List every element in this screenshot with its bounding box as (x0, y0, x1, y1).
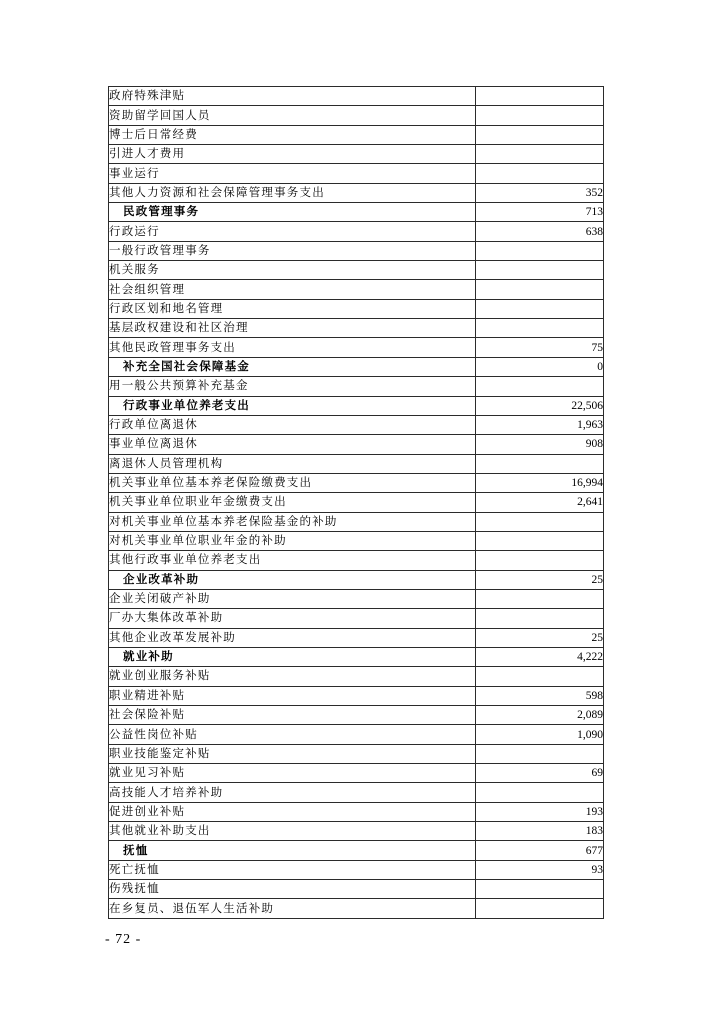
row-value (476, 512, 604, 531)
table-row (109, 435, 604, 454)
table-row (109, 319, 604, 338)
row-value (476, 609, 604, 628)
table-row (109, 357, 604, 376)
row-label: 行政运行 (109, 222, 476, 241)
row-label: 行政区划和地名管理 (109, 299, 476, 318)
row-value: 25 (476, 628, 604, 647)
row-value: 908 (476, 435, 604, 454)
row-value (476, 783, 604, 802)
budget-table (108, 86, 604, 919)
row-label: 基层政权建设和社区治理 (109, 319, 476, 338)
table-row (109, 280, 604, 299)
row-value (476, 454, 604, 473)
table-row (109, 570, 604, 589)
row-value (476, 299, 604, 318)
table-row (109, 764, 604, 783)
row-value: 75 (476, 338, 604, 357)
table-row (109, 667, 604, 686)
row-value: 1,090 (476, 725, 604, 744)
row-label: 对机关事业单位基本养老保险基金的补助 (109, 512, 476, 531)
table-row (109, 628, 604, 647)
row-value: 16,994 (476, 473, 604, 492)
row-value (476, 744, 604, 763)
row-label: 公益性岗位补贴 (109, 725, 476, 744)
row-label: 就业补助 (109, 647, 476, 666)
row-label: 事业单位离退休 (109, 435, 476, 454)
row-label: 补充全国社会保障基金 (109, 357, 476, 376)
table-row (109, 783, 604, 802)
row-label: 民政管理事务 (109, 203, 476, 222)
table-row (109, 299, 604, 318)
row-label: 其他行政事业单位养老支出 (109, 551, 476, 570)
table-row (109, 725, 604, 744)
table-row (109, 860, 604, 879)
row-value: 352 (476, 183, 604, 202)
row-value (476, 87, 604, 106)
table-row (109, 822, 604, 841)
table-row (109, 551, 604, 570)
row-label: 伤残抚恤 (109, 880, 476, 899)
row-label: 离退休人员管理机构 (109, 454, 476, 473)
row-value: 1,963 (476, 415, 604, 434)
row-label: 社会组织管理 (109, 280, 476, 299)
row-value (476, 125, 604, 144)
row-value: 4,222 (476, 647, 604, 666)
table-row (109, 338, 604, 357)
table-row (109, 512, 604, 531)
row-value: 69 (476, 764, 604, 783)
table-row (109, 744, 604, 763)
table-row (109, 454, 604, 473)
table-row (109, 87, 604, 106)
table-row (109, 609, 604, 628)
row-label: 资助留学回国人员 (109, 106, 476, 125)
row-value (476, 880, 604, 899)
row-value: 25 (476, 570, 604, 589)
table-row (109, 145, 604, 164)
table-row (109, 493, 604, 512)
row-label: 社会保险补贴 (109, 706, 476, 725)
table-row (109, 183, 604, 202)
row-value: 638 (476, 222, 604, 241)
table-row (109, 241, 604, 260)
row-label: 其他人力资源和社会保障管理事务支出 (109, 183, 476, 202)
row-label: 机关服务 (109, 261, 476, 280)
row-label: 一般行政管理事务 (109, 241, 476, 260)
row-value: 193 (476, 802, 604, 821)
row-value: 183 (476, 822, 604, 841)
row-label: 抚恤 (109, 841, 476, 860)
table-row (109, 377, 604, 396)
row-label: 事业运行 (109, 164, 476, 183)
row-label: 就业见习补贴 (109, 764, 476, 783)
table-row (109, 106, 604, 125)
row-label: 其他就业补助支出 (109, 822, 476, 841)
row-label: 厂办大集体改革补助 (109, 609, 476, 628)
budget-table-body (109, 87, 604, 919)
table-row (109, 261, 604, 280)
row-value (476, 319, 604, 338)
row-value: 93 (476, 860, 604, 879)
row-value (476, 280, 604, 299)
row-value (476, 164, 604, 183)
row-label: 用一般公共预算补充基金 (109, 377, 476, 396)
table-row (109, 841, 604, 860)
row-label: 引进人才费用 (109, 145, 476, 164)
row-value: 677 (476, 841, 604, 860)
row-label: 博士后日常经费 (109, 125, 476, 144)
row-label: 对机关事业单位职业年金的补助 (109, 531, 476, 550)
table-row (109, 802, 604, 821)
table-row (109, 686, 604, 705)
table-row (109, 899, 604, 918)
row-label: 就业创业服务补贴 (109, 667, 476, 686)
row-label: 其他民政管理事务支出 (109, 338, 476, 357)
table-row (109, 880, 604, 899)
row-value (476, 261, 604, 280)
row-label: 死亡抚恤 (109, 860, 476, 879)
row-label: 企业改革补助 (109, 570, 476, 589)
page-number: - 72 - (105, 932, 142, 947)
row-value (476, 899, 604, 918)
table-row (109, 706, 604, 725)
table-row (109, 396, 604, 415)
row-value (476, 589, 604, 608)
row-value: 2,089 (476, 706, 604, 725)
row-value: 2,641 (476, 493, 604, 512)
row-label: 机关事业单位职业年金缴费支出 (109, 493, 476, 512)
row-value (476, 106, 604, 125)
table-row (109, 164, 604, 183)
row-label: 职业精进补贴 (109, 686, 476, 705)
row-value (476, 145, 604, 164)
table-row (109, 531, 604, 550)
table-row (109, 415, 604, 434)
row-label: 其他企业改革发展补助 (109, 628, 476, 647)
row-value: 22,506 (476, 396, 604, 415)
table-row (109, 125, 604, 144)
row-value: 0 (476, 357, 604, 376)
row-value (476, 241, 604, 260)
table-row (109, 203, 604, 222)
table-row (109, 589, 604, 608)
row-value (476, 377, 604, 396)
table-row (109, 222, 604, 241)
row-label: 在乡复员、退伍军人生活补助 (109, 899, 476, 918)
row-value (476, 551, 604, 570)
row-value: 598 (476, 686, 604, 705)
table-row (109, 473, 604, 492)
table-row (109, 647, 604, 666)
row-value (476, 667, 604, 686)
row-label: 政府特殊津贴 (109, 87, 476, 106)
row-label: 企业关闭破产补助 (109, 589, 476, 608)
row-value (476, 531, 604, 550)
row-label: 行政事业单位养老支出 (109, 396, 476, 415)
row-label: 职业技能鉴定补贴 (109, 744, 476, 763)
row-value: 713 (476, 203, 604, 222)
row-label: 机关事业单位基本养老保险缴费支出 (109, 473, 476, 492)
row-label: 促进创业补贴 (109, 802, 476, 821)
row-label: 行政单位离退休 (109, 415, 476, 434)
row-label: 高技能人才培养补助 (109, 783, 476, 802)
